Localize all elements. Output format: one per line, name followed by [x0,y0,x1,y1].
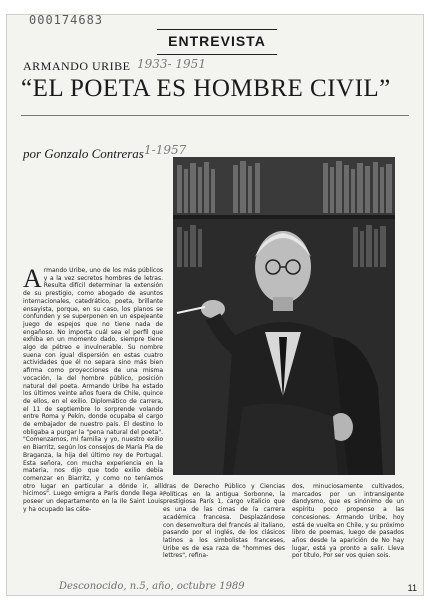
body-column-1 [23,264,163,514]
body-column-3 [292,483,404,560]
section-header [157,29,277,55]
portrait-photo-icon [173,157,395,475]
handwritten-dates-note: 1933- 1951 [137,57,206,71]
body-text-col1: rmando Uribe, uno de los más públicos y a la vez secretos hombres de letras. Resulta difícil determinar la extensión de su prestigio, como abogado de asuntos internacionales, catedrático, poeta, brillante ensayista, porque, en su caso, los planos se confunden y se superponen en un espejeante juego de espejos que no tiene nada de engañoso. No importa cuál sea el perfil que exhiba en un momento dado, siempre tiene algo de pétreo e invulnerable. Su nombre suena con igual dispersión en estas cuatro actividades que él no separa sino más bien afirma como proyecciones de una misma vocación, la del hombre público, posición natural del poeta. Armando Uribe ha estado los últimos veinte años fuera de Chile, quince de ellos, en el exilio. Diplomático de carrera, el 11 de septiembre lo sorprende volando entre Roma y Pekín, donde ocupaba el cargo de embajador de nuestro país. El destino lo obligaba a purgar la "pena natural del poeta". "Comenzamos, mi familia y yo, nuestro exilio en Biarritz, según los consejos de María Pía de Braganza, la hija del último rey de Portugal. Esta señora, con mucha experiencia en la materia, nos dijo que todo exilio debía comenzar en Biarritz, y como no teníamos otro lugar en particular a dónde ir, allí hicimos". Luego emigra a París donde llega a poseer un departamento en la Ile Saint Louis y ha ocupado las cáte- [23,267,163,513]
body-column-2 [163,483,285,560]
byline: por Gonzalo Contreras [23,146,144,161]
section-label: ENTREVISTA [168,33,266,49]
magazine-page [6,14,424,596]
body-text-col2: dras de Derecho Público y Ciencias Políticas en la antigua Sorbonne, la prestigiosa París 1, cargo vitalicio que es una de las cimas de la carrera académica francesa. Desplazándose con desenvoltura del francés al italiano, pasando por el inglés, de los clásicos latinos a los simbolistas franceses, Uribe es de esa raza de "hommes des lettres", refina- [163,483,285,560]
body-text-col3: dos, minuciosamente cultivados, marcados por un intransigente dandysmo, que es sinónimo de un espíritu poco propenso a las concesiones. Armando Uribe, hoy está de vuelta en Chile, y su próximo libro de poemas, luego de pasados años desde la aparición de No hay lugar, está ya pronto a salir. Lleva por título, Por ser vos quien sois. [292,483,404,560]
page-number: 11 [407,583,417,593]
page-title: “EL POETA ES HOMBRE CIVIL” [21,75,391,102]
drop-cap: A [23,264,42,293]
handwritten-source-note: Desconocido, n.5, año, octubre 1989 [59,581,245,592]
archive-id-stamp: 000174683 [29,14,104,27]
title-divider [21,115,409,116]
kicker-name: ARMANDO URIBE [23,59,131,73]
portrait-photo [173,157,395,475]
handwritten-byline-note: 1-1957 [144,143,187,157]
